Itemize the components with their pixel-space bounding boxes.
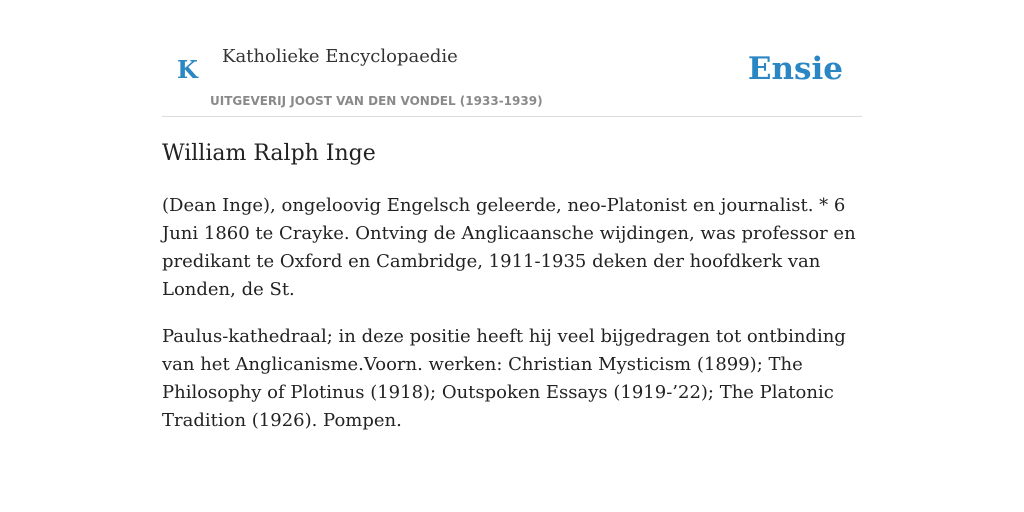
book-title[interactable]: Katholieke Encyclopaedie xyxy=(222,46,458,67)
article-paragraph: (Dean Inge), ongeloovig Engelsch geleerde, neo-Platonist en journalist. * 6 Juni 1860 te Crayke. Ontving de Anglicaansche wijdingen, was professor en predikant te Oxford en Cambridge, 1911-1935 deken der hoofdkerk van Londen, de St. xyxy=(162,195,856,300)
publisher-label: UITGEVERIJ JOOST VAN DEN VONDEL (1933-1939) xyxy=(210,94,543,108)
ensie-logo[interactable]: Ensie xyxy=(747,51,843,87)
article-content xyxy=(162,138,862,435)
article-title: William Ralph Inge xyxy=(162,141,376,166)
page-header xyxy=(162,38,862,117)
article-paragraph: Paulus-kathedraal; in deze positie heeft hij veel bijgedragen tot ontbinding van het Anglicanisme.Voorn. werken: Christian Mysticism (1899); The Philosophy of Plotinus (1918); Outspoken Essays (1919-’22); The Platonic Tradition (1926). Pompen. xyxy=(162,326,846,431)
encyclopedia-logo-icon[interactable]: K xyxy=(177,55,198,84)
